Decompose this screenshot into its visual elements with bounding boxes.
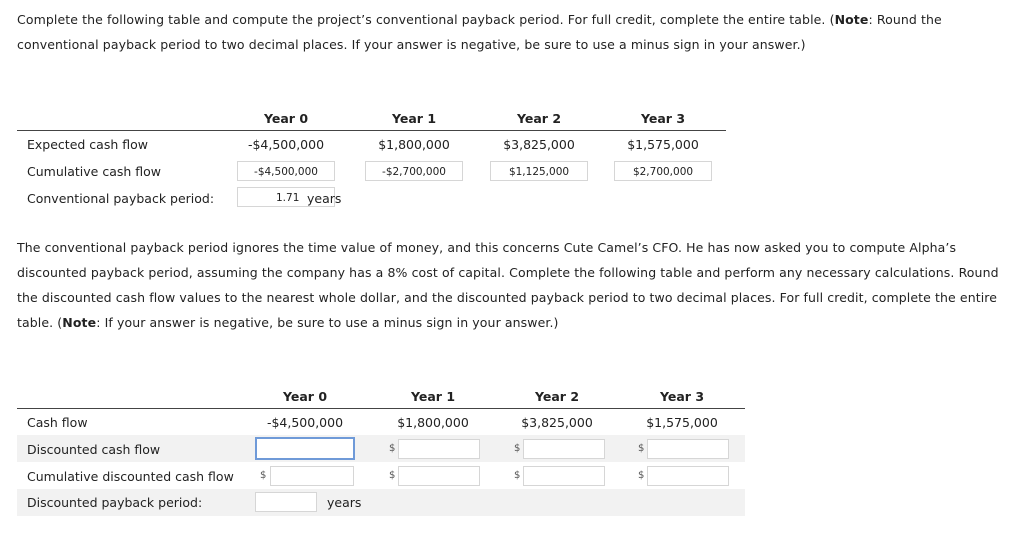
- t1-cumulative-year-2: $1,125,000: [490, 161, 588, 181]
- t2-payback-unit: years: [327, 495, 362, 510]
- t1-expected-year-1: $1,800,000: [378, 137, 450, 152]
- t1-cumulative-year-3: $2,700,000: [614, 161, 712, 181]
- t2-discounted-year-1-currency: $: [389, 443, 396, 454]
- t2-cash-year-1: $1,800,000: [397, 415, 469, 430]
- t2-payback-input[interactable]: [255, 492, 317, 512]
- t2-cumulative-year-2-currency: $: [514, 470, 521, 481]
- t2-payback-label: Discounted payback period:: [27, 495, 203, 510]
- t2-cumulative-year-3-input[interactable]: [647, 466, 729, 486]
- middle-note-label: Note: [62, 315, 97, 330]
- t2-discounted-year-0-input[interactable]: [255, 437, 355, 460]
- t2-cash-year-3: $1,575,000: [646, 415, 718, 430]
- intro-text-end: : Round the conventional payback period to two decimal places. If your answer is negative, be sure to use a minus sign in your answer.): [17, 12, 942, 52]
- t1-expected-year-2: $3,825,000: [503, 137, 575, 152]
- t1-header-year-2: Year 2: [516, 111, 562, 126]
- intro-note-label: Note: [834, 12, 869, 27]
- t2-header-year-1: Year 1: [410, 389, 456, 404]
- t1-header-year-3: Year 3: [640, 111, 686, 126]
- t2-cumulative-year-2-input[interactable]: [523, 466, 605, 486]
- t1-header-rule: [17, 130, 726, 131]
- t2-discounted-year-3-currency: $: [638, 443, 645, 454]
- t2-cumulative-label: Cumulative discounted cash flow: [27, 469, 234, 484]
- t2-cumulative-year-0-currency: $: [260, 470, 267, 481]
- t2-cumulative-year-1-input[interactable]: [398, 466, 480, 486]
- intro-instructions: [17, 7, 1007, 57]
- t1-header-year-1: Year 1: [391, 111, 437, 126]
- t2-cumulative-year-1-currency: $: [389, 470, 396, 481]
- t2-cash-label: Cash flow: [27, 415, 88, 430]
- t1-payback-unit: years: [307, 191, 342, 206]
- t2-header-rule: [17, 408, 745, 409]
- t2-header-year-2: Year 2: [534, 389, 580, 404]
- t1-cumulative-label: Cumulative cash flow: [27, 164, 162, 179]
- discounted-instructions: [17, 235, 1007, 335]
- t2-header-year-3: Year 3: [659, 389, 705, 404]
- t2-discounted-year-2-currency: $: [514, 443, 521, 454]
- t1-expected-year-3: $1,575,000: [627, 137, 699, 152]
- t1-payback-label: Conventional payback period:: [27, 191, 215, 206]
- t1-payback-value: 1.71: [237, 187, 335, 207]
- t1-expected-year-0: -$4,500,000: [247, 137, 325, 152]
- t2-cash-year-0: -$4,500,000: [266, 415, 344, 430]
- t1-cumulative-year-1: -$2,700,000: [365, 161, 463, 181]
- t2-discounted-year-2-input[interactable]: [523, 439, 605, 459]
- t2-discounted-year-3-input[interactable]: [647, 439, 729, 459]
- t1-expected-label: Expected cash flow: [27, 137, 148, 152]
- t2-discounted-label: Discounted cash flow: [27, 442, 161, 457]
- t1-header-year-0: Year 0: [263, 111, 309, 126]
- t2-discounted-year-1-input[interactable]: [398, 439, 480, 459]
- t2-cumulative-year-0-input[interactable]: [270, 466, 354, 486]
- middle-text-start: The conventional payback period ignores the time value of money, and this concerns Cute Camel’s CFO. He has now asked you to compute Alpha’s discounted payback period, assuming the company has a 8% cost of capital. Complete the following table and perform any necessary calculations. Round the discounted cash flow values to the nearest whole dollar, and the discounted payback period to two decimal places. For full credit, complete the entire table. (: [17, 240, 999, 330]
- middle-text-end: : If your answer is negative, be sure to use a minus sign in your answer.): [96, 315, 559, 330]
- t1-cumulative-year-0: -$4,500,000: [237, 161, 335, 181]
- t2-header-year-0: Year 0: [282, 389, 328, 404]
- t2-cash-year-2: $3,825,000: [521, 415, 593, 430]
- intro-text-start: Complete the following table and compute the project’s conventional payback period. For full credit, complete the entire table. (: [17, 12, 835, 27]
- t2-cumulative-year-3-currency: $: [638, 470, 645, 481]
